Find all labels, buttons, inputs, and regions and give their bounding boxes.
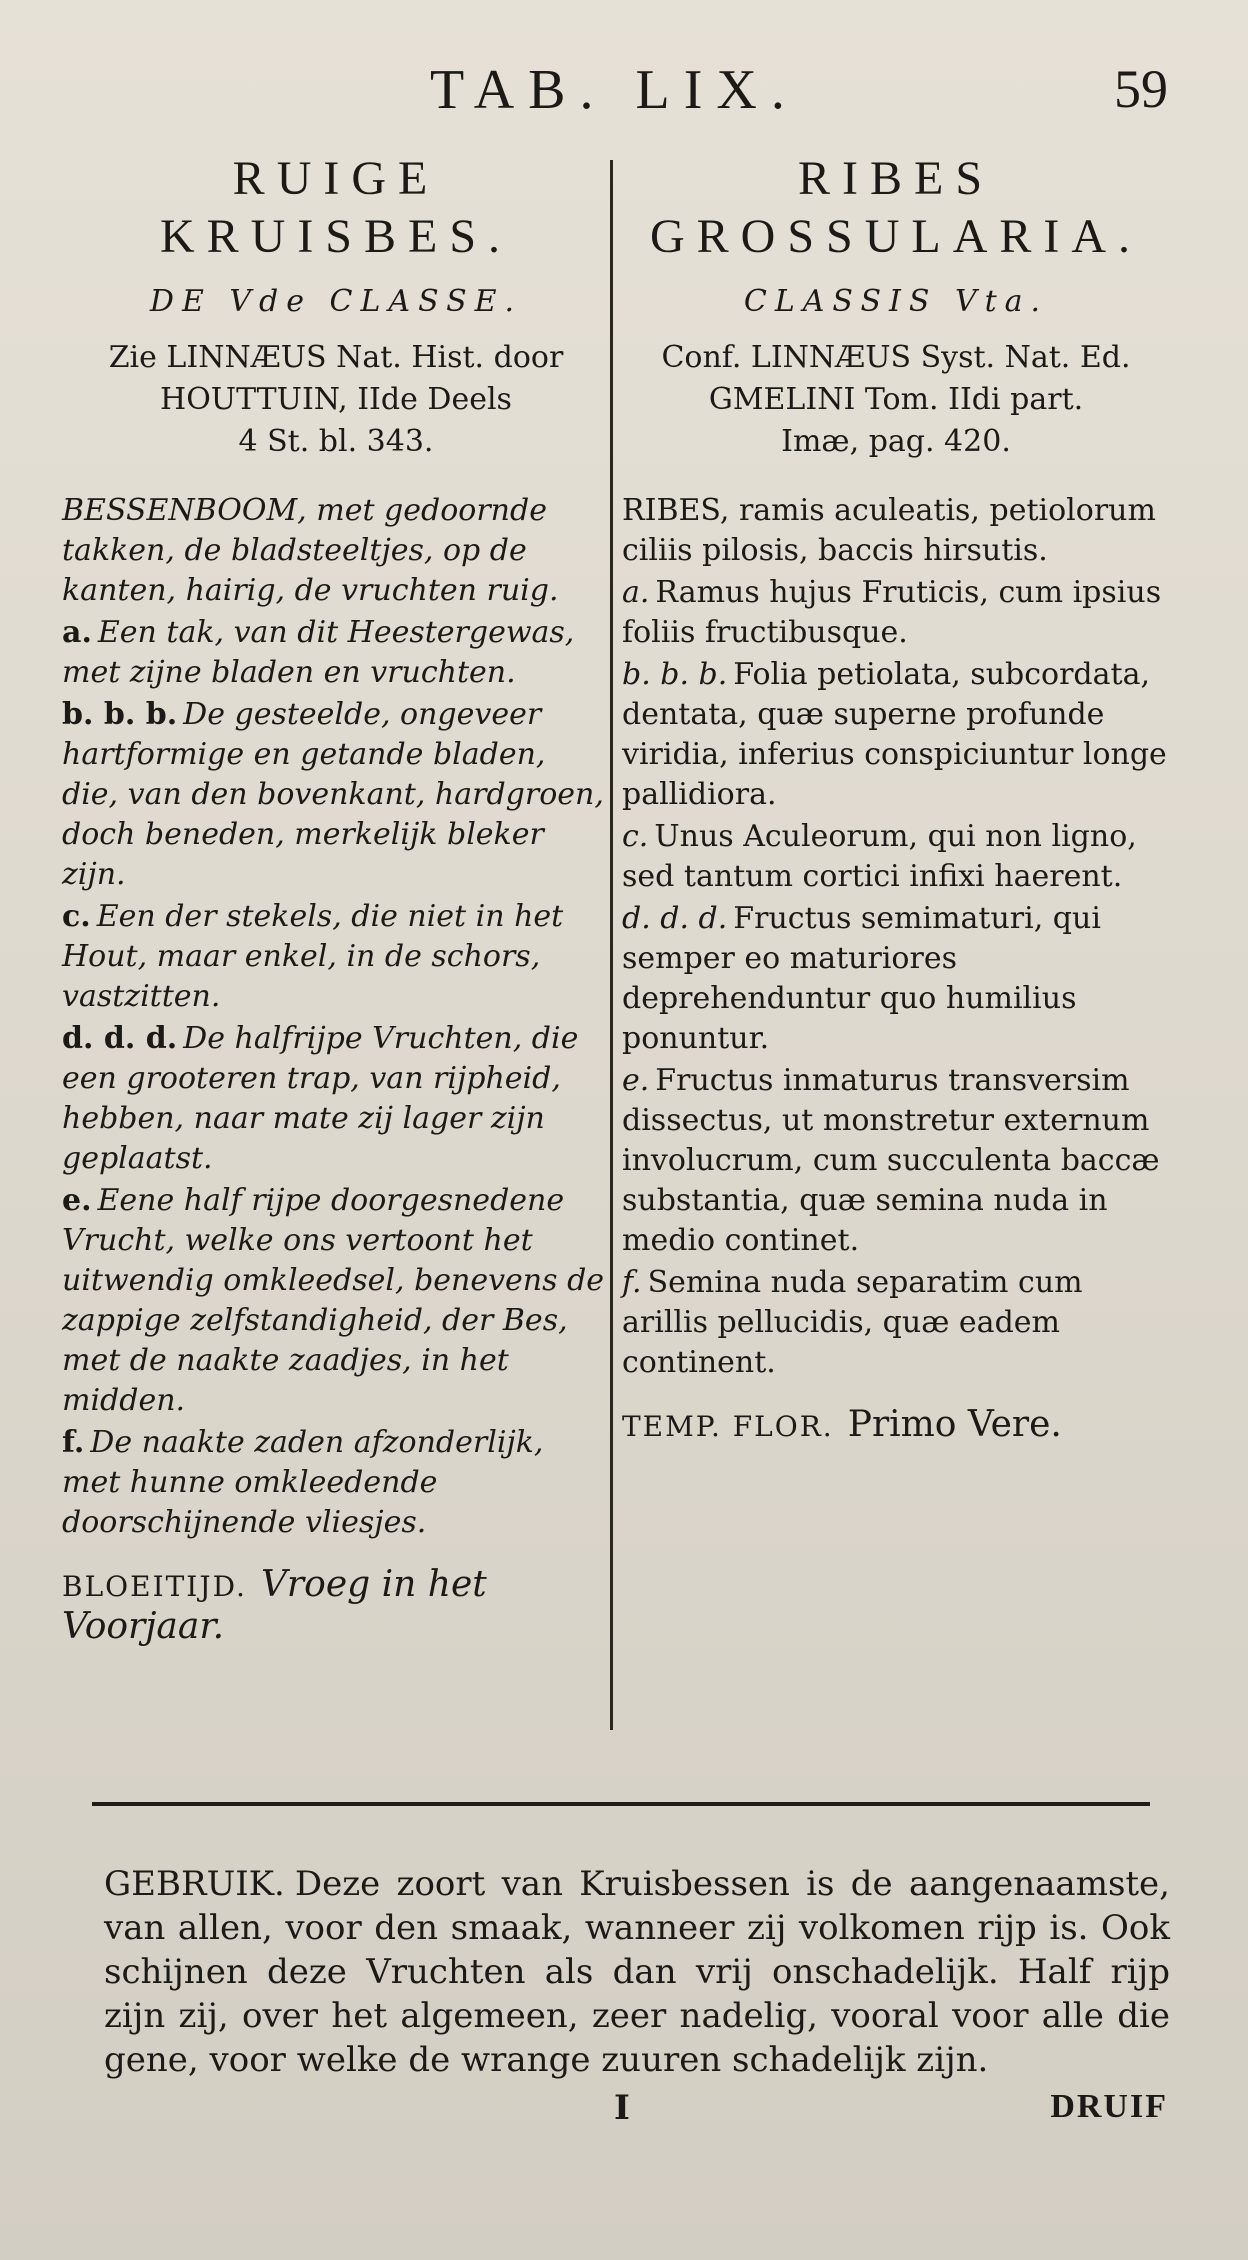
latin-reference [622,337,1170,463]
entry-text: De gesteelde, ongeveer hartformige en getande bladen, die, van den bovenkant, hardgroen, doch beneden, merkelijk bleker zijn. [62,697,604,892]
dutch-entry-b [62,695,610,895]
dutch-reference [62,337,610,463]
dutch-entry-c [62,897,610,1017]
usage-text: Deze zoort van Kruisbessen is de aangenaamste, van allen, voor den smaak, wanneer zij volkomen rijp is. Ook schijnen deze Vruchten als dan vrij onschadelijk. Half rijp zijn zij, over het algemeen, zeer nadelig, vooral voor alle die gene, voor welke de wrange zuuren schadelijk zijn. [104,1864,1170,2080]
dutch-description-text: BESSENBOOM, met gedoornde takken, de bladsteeltjes, op de kanten, hairig, de vruchten ruig. [62,493,559,608]
dutch-ref-line3: 4 St. bl. 343. [238,424,434,459]
entry-text: Een der stekels, die niet in het Hout, maar enkel, in de schors, vastzitten. [62,899,564,1014]
latin-flowering-time [622,1405,1170,1447]
dutch-entry-d [62,1019,610,1179]
entry-letter: a. [622,575,650,610]
catchword: DRUIF [1050,2088,1168,2125]
entry-text: Unus Aculeorum, qui non ligno, sed tantum cortici infixi haerent. [622,819,1137,894]
entry-letter: f. [622,1265,642,1300]
dutch-title-line1: RUIGE [232,152,440,205]
column-divider [610,160,613,1730]
entry-letter: e. [62,1183,92,1218]
latin-entry-e [622,1061,1170,1261]
entry-text: Ramus hujus Fruticis, cum ipsius foliis fructibusque. [622,575,1162,650]
signature-mark: I [614,2088,630,2128]
entry-letter: b. b. b. [62,697,178,732]
entry-letter: c. [62,899,91,934]
latin-description-text: RIBES, ramis aculeatis, petiolorum ciliis pilosis, baccis hirsutis. [622,493,1156,568]
entry-text: Eene half rijpe doorgesnedene Vrucht, welke ons vertoont het uitwendig omkleedsel, benevens de zappige zelfstandigheid, der Bes, met de naakte zaadjes, in het midden. [62,1183,605,1418]
entry-text: Semina nuda separatim cum arillis pellucidis, quæ eadem continent. [622,1265,1083,1380]
flowering-value: Primo Vere. [847,1404,1062,1445]
latin-ref-line1: Conf. LINNÆUS Syst. Nat. Ed. [661,340,1131,375]
entry-text: Fructus semimaturi, qui semper eo maturiores deprehenduntur quo humilius ponuntur. [622,901,1101,1056]
flowering-value: Vroeg in het Voorjaar. [62,1564,487,1647]
latin-title-line1: RIBES [797,152,995,205]
entry-letter: c. [622,819,649,854]
latin-title [622,150,1170,266]
plate-title: TAB. LIX. [430,59,799,121]
latin-entry-f [622,1263,1170,1383]
dutch-ref-line1: Zie LINNÆUS Nat. Hist. door [108,340,564,375]
entry-text: De naakte zaden afzonderlijk, met hunne omkleedende doorschijnende vliesjes. [62,1425,544,1540]
latin-title-line2: GROSSULARIA. [649,210,1143,263]
dutch-flowering-time [62,1565,610,1647]
page-number: 59 [1114,59,1168,119]
flowering-label: BLOEITIJD. [62,1570,247,1603]
latin-ref-line3: Imæ, pag. 420. [781,424,1011,459]
latin-entry-c [622,817,1170,897]
entry-text: Fructus inmaturus transversim dissectus, ut monstretur externum involucrum, cum succulenta baccæ substantia, quæ semina nuda in medio continet. [622,1063,1160,1258]
dutch-description [62,491,610,611]
entry-text: Folia petiolata, subcordata, dentata, quæ superne profunde viridia, inferius conspiciuntur longe pallidiora. [622,657,1167,812]
flowering-label: TEMP. FLOR. [622,1410,834,1443]
page-header [0,58,1248,138]
latin-description [622,491,1170,571]
entry-text: De halfrijpe Vruchten, die een grooteren trap, van rijpheid, hebben, naar mate zij lager zijn geplaatst. [62,1021,579,1176]
usage-paragraph [104,1862,1170,2082]
latin-ref-line2: GMELINI Tom. IIdi part. [708,382,1084,417]
section-rule [92,1802,1150,1806]
entry-letter: e. [622,1063,650,1098]
latin-entry-d [622,899,1170,1059]
entry-letter: b. b. b. [622,657,728,692]
dutch-column [62,150,610,1647]
latin-column [622,150,1170,1447]
entry-text: Een tak, van dit Heestergewas, met zijne bladen en vruchten. [62,615,575,690]
dutch-entry-e [62,1181,610,1421]
entry-letter: d. d. d. [622,901,728,936]
latin-entry-b [622,655,1170,815]
usage-label: GEBRUIK. [104,1864,285,1904]
entry-letter: f. [62,1425,85,1460]
dutch-class-label: DE Vde CLASSE. [149,284,523,319]
dutch-title-line2: KRUISBES. [159,210,513,263]
dutch-entry-f [62,1423,610,1543]
latin-class-label: CLASSIS Vta. [743,284,1049,319]
dutch-ref-line2: HOUTTUIN, IIde Deels [160,382,512,417]
latin-entry-a [622,573,1170,653]
entry-letter: d. d. d. [62,1021,178,1056]
dutch-title [62,150,610,266]
entry-letter: a. [62,615,92,650]
dutch-entry-a [62,613,610,693]
